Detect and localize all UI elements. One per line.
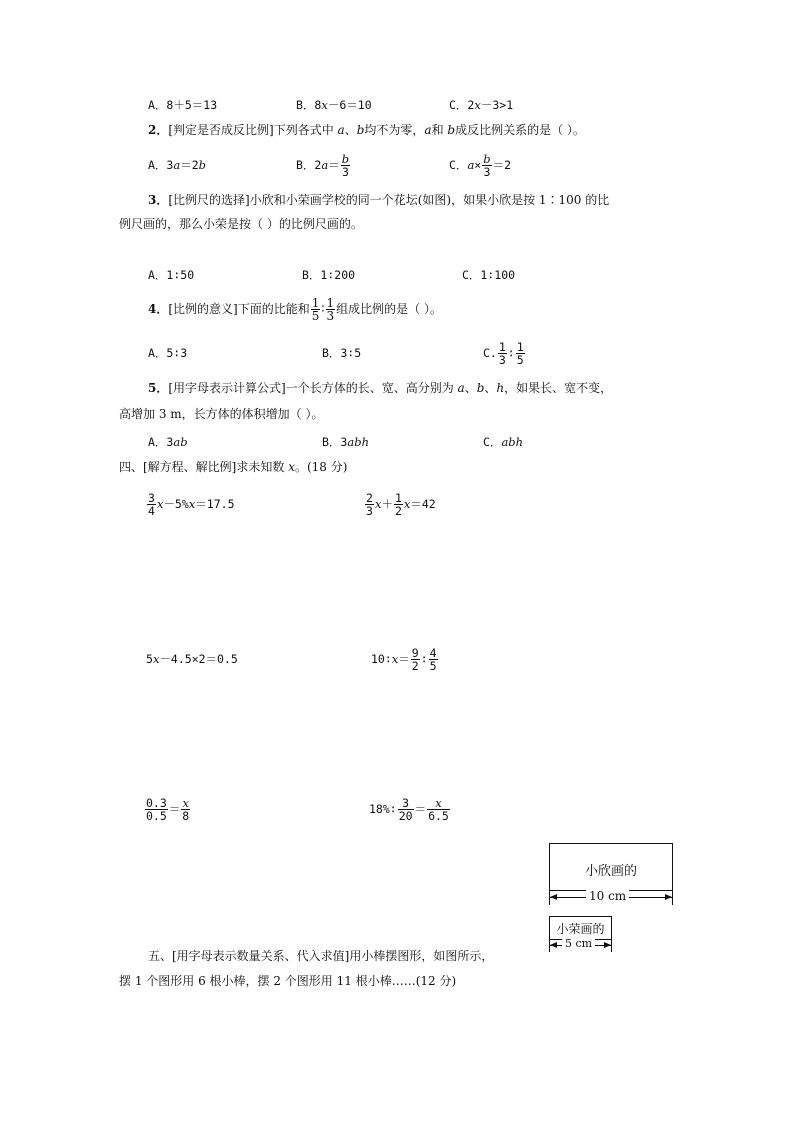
xin-dimension-label: 10 cm [586,889,629,903]
q2-option-b: B．2a＝ $\frac{b}{3}$ [296,152,350,179]
section5-line2: 摆 1 个图形用 6 根小棒，摆 2 个图形用 11 根小棒……(12 分) [119,974,457,988]
section4-heading: 四、[解方程、解比例]求未知数 x。(18 分) [119,460,348,474]
q2-option-a: A．3a＝2b [148,158,207,172]
q4-fraction-1-3: $\frac{1}{3}$ [326,296,335,323]
rong-dimension-tick-right [611,938,612,952]
xin-drawing-box [549,843,673,891]
equation-6-fraction-2: $\frac{x}{6.5}$ [428,796,449,823]
equation-3: 5x－4.5×2＝0.5 [146,652,238,666]
rong-dimension-label: 5 cm [562,937,595,950]
equation-6-fraction-1: $\frac{3}{20}$ [398,796,413,823]
q5-option-a: A．3ab [148,435,188,449]
equation-2-fraction-2: $\frac{1}{2}$ [394,491,402,518]
equation-2: $\frac{2}{3}$ x＋ $\frac{1}{2}$ x＝42 [366,491,436,518]
q4-stem: 4．[比例的意义]下面的比能和 $\frac{1}{5}$ ∶ $\frac{1}{3}$ 组成比例的是（ ）。 [148,296,442,323]
q3-option-a: A．1∶50 [148,268,195,282]
equation-1-fraction: $\frac{3}{4}$ [148,491,155,518]
q3-stem-line2: 例尺画的，那么小荣是按（ ）的比例尺画的。 [119,217,363,231]
q4-option-b: B．3∶5 [322,346,362,360]
equation-4: 10∶x＝ $\frac{9}{2}$ ∶ $\frac{4}{5}$ [371,646,437,673]
q5-option-b: B．3abh [322,435,369,449]
q3-option-b: B．1∶200 [302,268,356,282]
q5-stem-line2: 高增加 3 m，长方体的体积增加（ ）。 [119,407,324,421]
q1-option-c: C．2x－3>1 [449,98,514,112]
rong-dimension-arrow-right [604,942,611,948]
equation-5-fraction-2: $\frac{x}{8}$ [182,796,190,823]
q4-option-a: A．5∶3 [148,346,188,360]
xin-dimension-arrow-right [665,894,672,900]
q2-stem: 2．[判定是否成反比例]下列各式中 a、b均不为零，a和 b成反比例关系的是（ ）。 [148,123,585,137]
xin-drawing-label: 小欣画的 [584,864,637,879]
q3-option-c: C．1∶100 [462,268,516,282]
equation-2-fraction-1: $\frac{2}{3}$ [366,491,373,518]
q5-stem-line1: 5．[用字母表示计算公式]一个长方体的长、宽、高分别为 a、b、h，如果长、宽不变， [148,381,613,395]
q4-fraction-1-5: $\frac{1}{5}$ [311,296,320,323]
equation-4-fraction-1: $\frac{9}{2}$ [411,646,419,673]
q3-stem-line1: 3．[比例尺的选择]小欣和小荣画学校的同一个花坛(如图)，如果小欣是按 1∶100 的比 [148,193,610,207]
q4-option-c-fraction-2: $\frac{1}{5}$ [516,340,524,367]
q2-fraction-c: $\frac{b}{3}$ [483,152,491,179]
q4-option-c: C. $\frac{1}{3}$ ∶ $\frac{1}{5}$ [483,340,524,367]
q2-fraction-b: $\frac{b}{3}$ [341,152,350,179]
equation-4-fraction-2: $\frac{4}{5}$ [429,646,437,673]
q1-option-a: A．8＋5＝13 [148,98,218,112]
q5-option-c: C．abh [483,435,524,449]
equation-1: $\frac{3}{4}$ x－5%x＝17.5 [148,491,235,518]
equation-5-fraction-1: $\frac{0.3}{0.5}$ [146,796,167,823]
q1-option-b: B．8x－6＝10 [296,98,372,112]
rong-drawing-label: 小荣画的 [556,922,605,936]
xin-dimension-arrow-left [550,894,557,900]
q4-option-c-fraction-1: $\frac{1}{3}$ [498,340,506,367]
equation-6: 18%∶ $\frac{3}{20}$ ＝ $\frac{x}{6.5}$ [369,796,449,823]
q2-option-c: C．a× $\frac{b}{3}$ ＝2 [449,152,512,179]
xin-dimension-tick-right [672,889,673,905]
equation-5: $\frac{0.3}{0.5}$ ＝ $\frac{x}{8}$ [146,796,190,823]
rong-dimension-arrow-left [550,942,557,948]
section5-line1: 五、[用字母表示数量关系、代入求值]用小棒摆图形，如图所示， [148,949,494,963]
